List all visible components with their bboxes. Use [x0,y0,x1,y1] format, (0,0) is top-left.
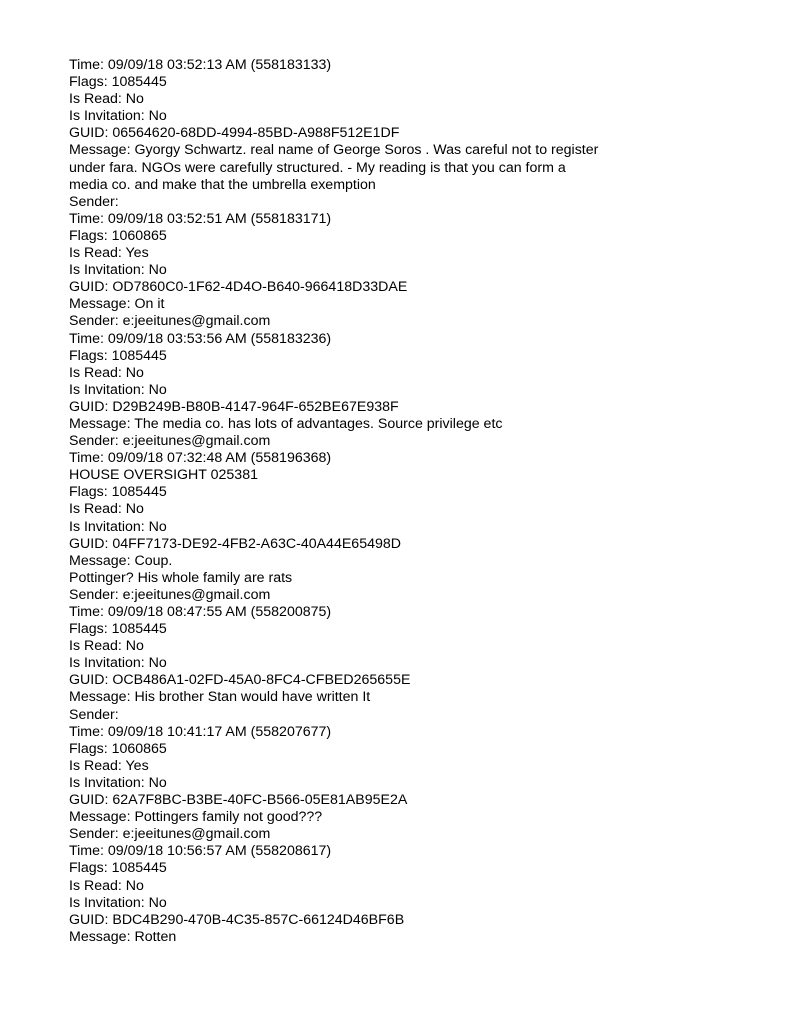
text-line: Flags: 1060865 [69,740,167,757]
text-line: Sender: e:jeeitunes@gmail.com [69,586,271,603]
text-line: Is Invitation: No [69,381,167,398]
text-line: Time: 09/09/18 03:53:56 AM (558183236) [69,330,332,347]
text-line: Flags: 1085445 [69,621,167,638]
text-line: Flags: 1085445 [69,74,167,91]
text-line: Time: 09/09/18 03:52:13 AM (558183133) [69,57,332,73]
text-line: Is Invitation: No [69,774,167,791]
text-line: Time: 09/09/18 10:56:57 AM (558208617) [69,843,332,860]
text-line: Message: On it [69,296,165,313]
text-line: Sender: [69,706,119,723]
text-line: Time: 09/09/18 07:32:48 AM (558196368) [69,450,332,467]
text-line: Time: 09/09/18 10:41:17 AM (558207677) [69,723,332,740]
text-line: Is Read: Yes [69,757,149,774]
text-line: GUID: OD7860C0-1F62-4D4O-B640-966418D33DAE [69,279,408,296]
text-line: Sender: e:jeeitunes@gmail.com [69,313,271,330]
text-line: Message: His brother Stan would have written It [69,689,371,706]
text-line: GUID: 04FF7173-DE92-4FB2-A63C-40A44E65498D [69,535,401,552]
text-line: Message: Gyorgy Schwartz. real name of George Soros . Was careful not to register [69,142,599,159]
text-line: under fara. NGOs were carefully structured. - My reading is that you can form a [69,159,566,176]
text-line: Is Invitation: No [69,518,167,535]
text-line: Flags: 1085445 [69,484,167,501]
text-line: Is Read: No [69,501,144,518]
text-line: GUID: BDC4B290-470B-4C35-857C-66124D46BF6B [69,911,405,928]
text-line: HOUSE OVERSIGHT 025381 [69,467,258,484]
text-line: Is Read: Yes [69,245,149,262]
text-line: GUID: 62A7F8BC-B3BE-40FC-B566-05E81AB95E2A [69,792,408,809]
text-line: GUID: D29B249B-B80B-4147-964F-652BE67E938F [69,398,399,415]
text-line: Sender: e:jeeitunes@gmail.com [69,826,271,843]
text-line: Time: 09/09/18 08:47:55 AM (558200875) [69,604,332,620]
text-line: Flags: 1085445 [69,860,167,877]
text-line: GUID: OCB486A1-02FD-45A0-8FC4-CFBED265655E [69,672,411,689]
text-line: Is Invitation: No [69,108,167,125]
text-line: Is Read: No [69,638,144,655]
text-line: Message: Rotten [69,928,177,945]
text-line: Message: Pottingers family not good??? [69,809,323,826]
text-line: Sender: e:jeeitunes@gmail.com [69,433,271,450]
text-line: Is Invitation: No [69,655,167,672]
text-line: Flags: 1085445 [69,347,167,364]
text-line: Is Read: No [69,877,144,894]
text-line: GUID: 06564620-68DD-4994-85BD-A988F512E1DF [69,125,400,142]
text-line: Time: 09/09/18 03:52:51 AM (558183171) [69,210,332,227]
text-line: Is Read: No [69,91,144,108]
text-line: Flags: 1060865 [69,227,167,244]
text-line: media co. and make that the umbrella exemption [69,176,376,193]
text-line: Message: The media co. has lots of advantages. Source privilege etc [69,415,503,432]
text-line: Sender: [69,193,119,210]
document-body [69,57,769,946]
text-line: Message: Coup. [69,552,173,569]
text-line: Pottinger? His whole family are rats [69,569,293,586]
text-line: Is Read: No [69,364,144,381]
text-line: Is Invitation: No [69,262,167,279]
text-line: Is Invitation: No [69,894,167,911]
